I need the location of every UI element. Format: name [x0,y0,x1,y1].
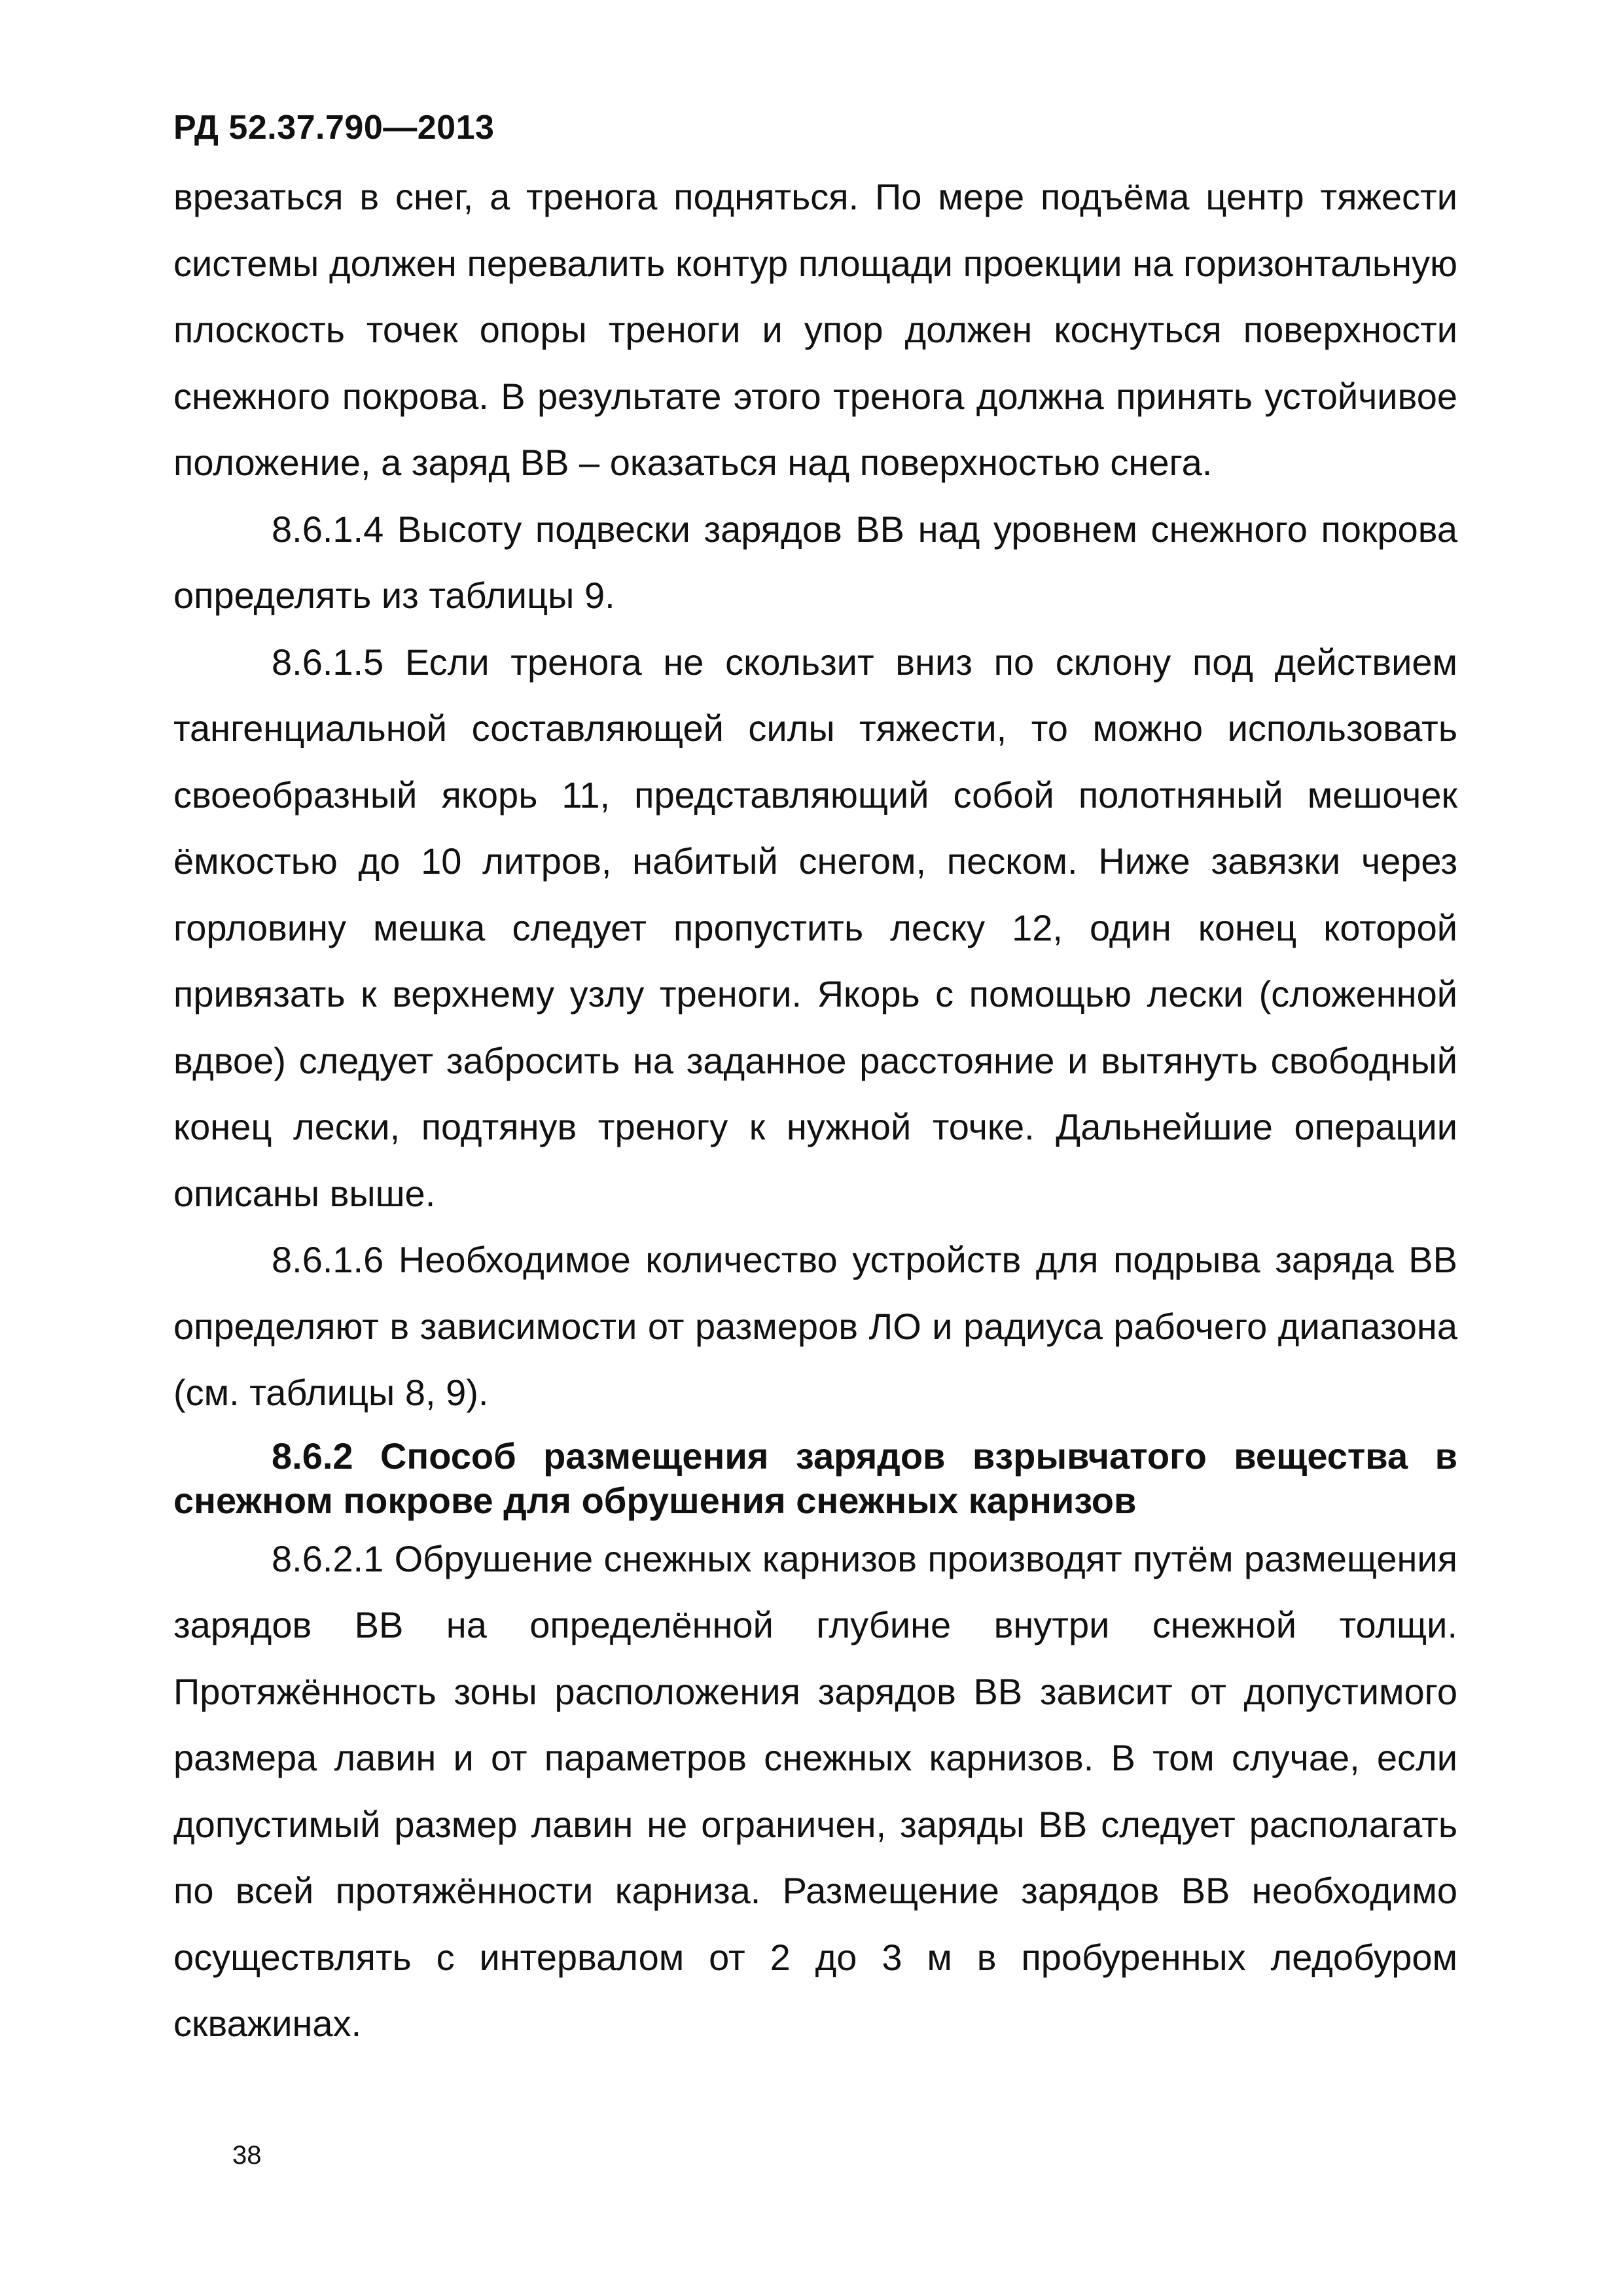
section-heading-8-6-2: 8.6.2 Способ размещения зарядов взрывчатого вещества в снежном покрове для обрушения снежных карнизов [173,1435,1457,1521]
page-number: 38 [232,2141,262,2170]
paragraph-continuation: врезаться в снег, а тренога подняться. По мере подъёма центр тяжести системы должен перевалить контур площади проекции на горизонтальную плоскость точек опоры треноги и упор должен коснуться поверхности снежного покрова. В результате этого тренога должна принять устойчивое положение, а заряд ВВ – оказаться над поверхностью снега. [173,176,1457,483]
paragraph-8-6-1-6: 8.6.1.6 Необходимое количество устройств для подрыва заряда ВВ определяют в зависимости от размеров ЛО и радиуса рабочего диапазона (см. таблицы 8, 9). [173,1239,1457,1413]
paragraph-8-6-2-1: 8.6.2.1 Обрушение снежных карнизов производят путём размещения зарядов ВВ на определённой глубине внутри снежной толщи. Протяжённость зоны расположения зарядов ВВ зависит от допустимого размера лавин и от параметров снежных карнизов. В том случае, если допустимый размер лавин не ограничен, заряды ВВ следует располагать по всей протяжённости карниза. Размещение зарядов ВВ необходимо осуществлять с интервалом от 2 до 3 м в пробуренных ледобуром скважинах. [173,1537,1457,2044]
paragraph-8-6-1-4: 8.6.1.4 Высоту подвески зарядов ВВ над уровнем снежного покрова определять из таблицы 9. [173,508,1457,616]
document-header: РД 52.37.790—2013 [173,109,495,147]
paragraph-8-6-1-5: 8.6.1.5 Если тренога не скользит вниз по склону под действием тангенциальной составляющей силы тяжести, то можно использовать своеобразный якорь 11, представляющий собой полотняный мешочек ёмкостью до 10 литров, набитый снегом, песком. Ниже завязки через горловину мешка следует пропустить леску 12, один конец которой привязать к верхнему узлу треноги. Якорь с помощью лески (сложенной вдвое) следует забросить на заданное расстояние и вытянуть свободный конец лески, подтянув треногу к нужной точке. Дальнейшие операции описаны выше. [173,641,1457,1214]
document-body [173,164,1457,2057]
